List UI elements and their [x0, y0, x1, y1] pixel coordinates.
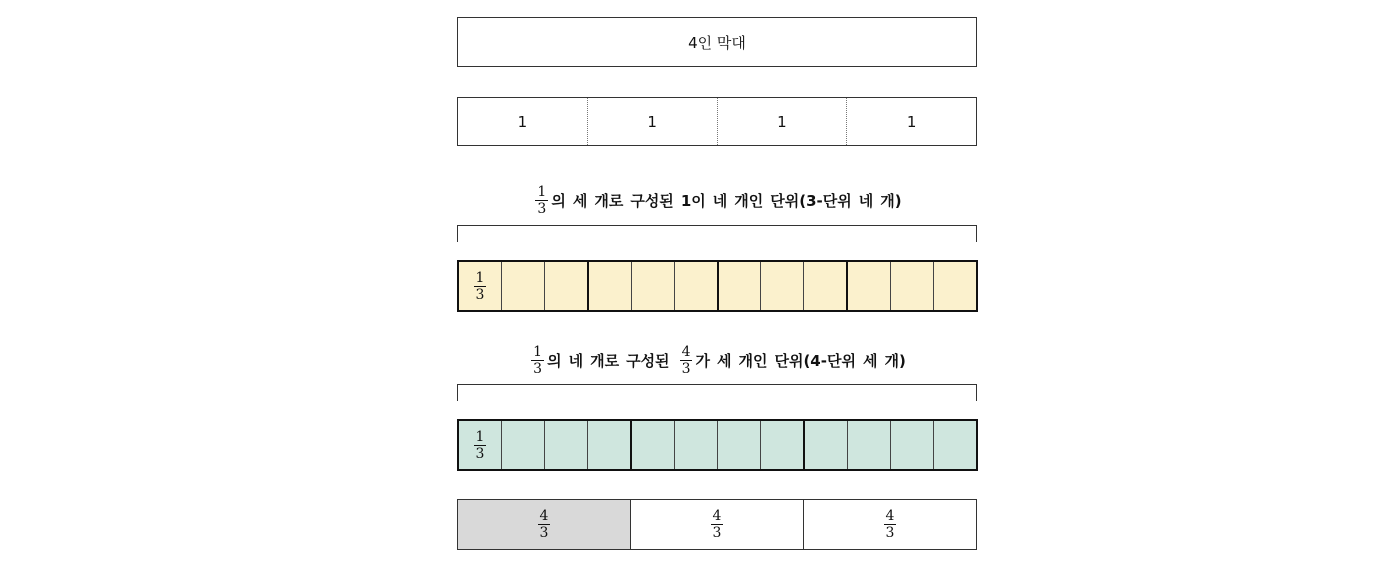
four-thirds-fraction [680, 344, 693, 377]
third-cell [890, 421, 933, 469]
fraction-denominator: 3 [533, 360, 543, 377]
third-cell [631, 262, 674, 310]
fraction-numerator: 4 [712, 508, 722, 524]
fraction-denominator: 3 [539, 525, 549, 541]
four-thirds-bar [457, 499, 977, 550]
three-unit-strip [457, 260, 978, 312]
caption-word: 단위(4-단위 [774, 351, 856, 370]
third-cell [717, 262, 761, 310]
third-cell [717, 421, 760, 469]
fraction-denominator: 3 [537, 200, 547, 217]
third-cell [544, 262, 587, 310]
caption-word: 개로 [590, 351, 620, 370]
four-thirds-cell [803, 500, 976, 549]
four-unit-strip [457, 419, 978, 471]
one-cell: 1 [717, 98, 847, 145]
ones-bar [457, 97, 977, 146]
caption-word: 1이 [680, 191, 706, 210]
third-cell [933, 421, 976, 469]
one-third-fraction [535, 184, 548, 217]
third-cell [674, 262, 717, 310]
third-cell [760, 262, 803, 310]
caption-word: 구성된 [626, 351, 670, 370]
third-cell [459, 262, 501, 310]
fraction-denominator: 3 [681, 360, 691, 377]
one-cell: 1 [517, 112, 528, 131]
third-cell [846, 262, 890, 310]
caption-word: 네 [858, 191, 874, 210]
third-cell [933, 262, 976, 310]
fraction-numerator: 1 [475, 428, 485, 445]
four-thirds-fraction [711, 508, 724, 541]
one-third-fraction [474, 429, 487, 462]
brace-bracket [457, 225, 977, 242]
caption-word: 개인 [738, 351, 768, 370]
third-cell [630, 421, 674, 469]
fraction-denominator: 3 [712, 525, 722, 541]
caption-three-unit [457, 178, 977, 222]
fraction-numerator: 4 [681, 343, 691, 360]
fraction-denominator: 3 [475, 445, 485, 462]
third-cell [501, 262, 544, 310]
third-cell [847, 421, 890, 469]
third-cell [544, 421, 587, 469]
third-cell [674, 421, 717, 469]
caption-word: 세 [716, 351, 732, 370]
four-thirds-cell [630, 500, 803, 549]
caption-word: 구성된 [630, 191, 674, 210]
caption-word: 의 [547, 351, 562, 370]
caption-word: 개로 [594, 191, 624, 210]
caption-word: 세 [572, 191, 588, 210]
third-cell [890, 262, 933, 310]
one-cell: 1 [846, 98, 976, 145]
caption-word: 단위(3-단위 [770, 191, 852, 210]
fraction-denominator: 3 [475, 286, 485, 303]
four-thirds-fraction [884, 508, 897, 541]
four-thirds-cell [458, 500, 630, 549]
fraction-numerator: 1 [533, 343, 543, 360]
third-cell [501, 421, 544, 469]
third-cell [803, 421, 847, 469]
caption-word: 의 [551, 191, 566, 210]
fraction-numerator: 1 [475, 269, 485, 286]
caption-word: 가 [695, 351, 710, 370]
caption-word: 네 [568, 351, 584, 370]
one-cell: 1 [587, 98, 717, 145]
caption-word: 세 [862, 351, 878, 370]
fraction-numerator: 4 [885, 508, 895, 524]
fraction-denominator: 3 [885, 525, 895, 541]
third-cell [587, 421, 630, 469]
fraction-numerator: 1 [537, 183, 547, 200]
caption-word: 네 [712, 191, 728, 210]
whole-bar [457, 17, 977, 67]
caption-four-unit [457, 338, 977, 382]
brace-bracket [457, 384, 977, 401]
one-third-fraction [531, 344, 544, 377]
fraction-numerator: 4 [539, 508, 549, 524]
third-cell [459, 421, 501, 469]
caption-word: 개인 [734, 191, 764, 210]
caption-word: 개) [880, 191, 902, 210]
third-cell [760, 421, 803, 469]
one-third-fraction [474, 270, 487, 303]
third-cell [803, 262, 846, 310]
whole-bar-label: 4인 막대 [688, 33, 746, 52]
four-thirds-fraction [538, 508, 551, 541]
caption-word: 개) [884, 351, 906, 370]
third-cell [587, 262, 631, 310]
